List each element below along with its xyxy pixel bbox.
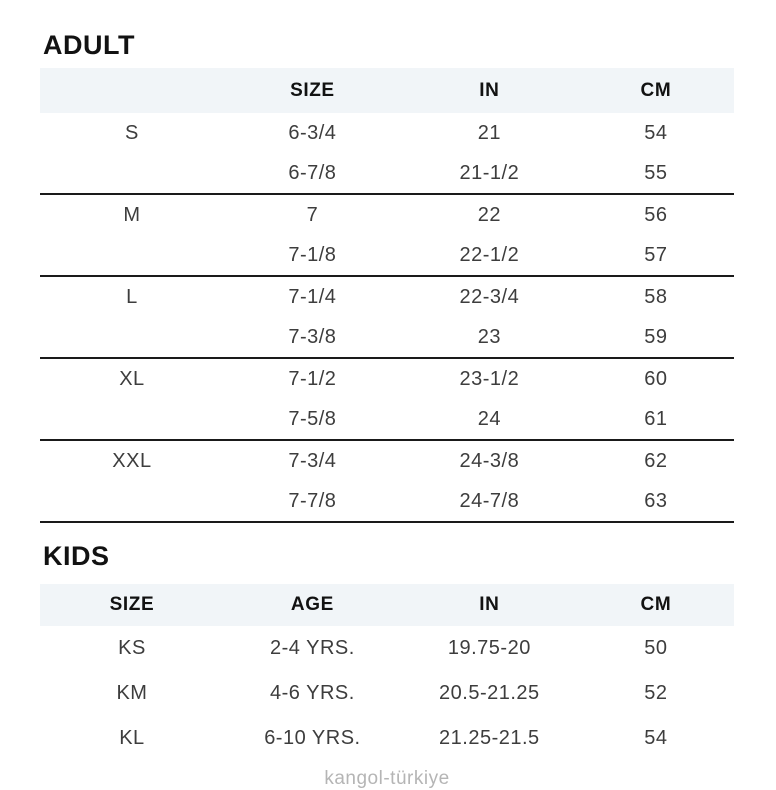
table-cell: 21.25-21.5 (439, 727, 540, 749)
table-cell: 7-7/8 (288, 489, 337, 512)
table-row (40, 716, 734, 761)
table-cell: 20.5-21.25 (439, 682, 540, 704)
table-cell: 62 (644, 449, 668, 472)
table-cell: 22-1/2 (459, 243, 520, 266)
table-row (40, 481, 734, 522)
table-cell: 2-4 YRS. (270, 637, 355, 659)
brand-watermark: kangol-türkiye (324, 768, 450, 789)
table-cell: 23 (477, 325, 501, 348)
size-label-cell: XL (119, 367, 145, 390)
table-row (40, 671, 734, 716)
size-label-cell: S (125, 121, 139, 144)
size-label-cell: M (123, 203, 141, 226)
table-cell: 6-10 YRS. (264, 727, 361, 749)
table-cell: 59 (644, 325, 668, 348)
size-label-cell (40, 317, 224, 358)
table-row (40, 194, 734, 235)
adult-header-row (40, 68, 734, 113)
adult-col-header-in: IN (401, 68, 578, 113)
adult-size-group-xxl (40, 440, 734, 522)
table-cell: 4-6 YRS. (270, 682, 355, 704)
table-cell: 24-7/8 (459, 489, 520, 512)
table-row (40, 626, 734, 671)
table-cell: 19.75-20 (447, 637, 531, 659)
table-cell: 57 (644, 243, 668, 266)
kids-col-header-size: SIZE (40, 584, 224, 626)
table-row (40, 113, 734, 153)
size-label-cell: L (126, 285, 138, 308)
table-row (40, 358, 734, 399)
table-row (40, 276, 734, 317)
table-cell: 7 (306, 203, 319, 226)
size-label-cell: XXL (112, 449, 152, 472)
table-cell: 58 (644, 285, 668, 308)
table-cell: 21-1/2 (459, 161, 520, 184)
kids-size-table (40, 584, 734, 761)
table-row (40, 235, 734, 276)
table-row (40, 399, 734, 440)
adult-size-group-xl (40, 358, 734, 440)
table-cell: 7-1/2 (288, 367, 337, 390)
table-cell: 22 (477, 203, 501, 226)
adult-table-head (40, 68, 734, 113)
table-row (40, 153, 734, 194)
table-cell: 7-3/4 (288, 449, 337, 472)
table-cell: 54 (644, 121, 668, 144)
table-cell: 22-3/4 (459, 285, 520, 308)
table-cell: 23-1/2 (459, 367, 520, 390)
kids-col-header-age: AGE (224, 584, 401, 626)
adult-col-header-blank (40, 68, 224, 113)
adult-size-group-s (40, 113, 734, 194)
kids-header-row (40, 584, 734, 626)
table-cell: 56 (644, 203, 668, 226)
table-cell: 7-1/8 (288, 243, 337, 266)
adult-col-header-size: SIZE (224, 68, 401, 113)
table-cell: 21 (477, 121, 501, 144)
kids-col-header-cm: CM (578, 584, 734, 626)
table-cell: 7-3/8 (288, 325, 337, 348)
table-cell: 60 (644, 367, 668, 390)
table-cell: 6-7/8 (288, 161, 337, 184)
size-label-cell: KS (118, 637, 146, 659)
adult-size-table (40, 68, 734, 523)
table-cell: 55 (644, 161, 668, 184)
table-row (40, 317, 734, 358)
table-cell: 7-1/4 (288, 285, 337, 308)
adult-col-header-cm: CM (578, 68, 734, 113)
kids-table-body (40, 626, 734, 761)
size-label-cell (40, 235, 224, 276)
table-row (40, 440, 734, 481)
table-cell: 7-5/8 (288, 407, 337, 430)
size-label-cell (40, 153, 224, 194)
table-cell: 54 (644, 727, 668, 749)
table-cell: 24 (477, 407, 501, 430)
size-label-cell (40, 399, 224, 440)
table-cell: 50 (644, 637, 668, 659)
table-cell: 52 (644, 682, 668, 704)
kids-col-header-in: IN (401, 584, 578, 626)
adult-section-title: ADULT (43, 30, 135, 60)
table-cell: 61 (644, 407, 668, 430)
kids-section-title: KIDS (43, 541, 110, 571)
size-label-cell (40, 481, 224, 522)
kids-table-head (40, 584, 734, 626)
size-label-cell: KM (116, 682, 148, 704)
table-cell: 63 (644, 489, 668, 512)
size-label-cell: KL (119, 727, 145, 749)
table-cell: 6-3/4 (288, 121, 337, 144)
adult-size-group-l (40, 276, 734, 358)
table-cell: 24-3/8 (459, 449, 520, 472)
adult-size-group-m (40, 194, 734, 276)
